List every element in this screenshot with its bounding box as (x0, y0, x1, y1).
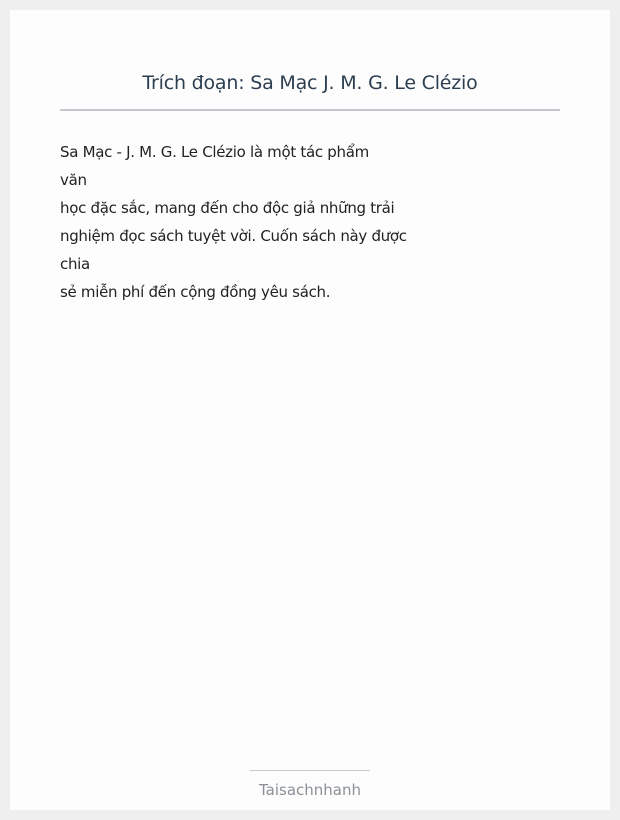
body-line: văn (60, 171, 87, 189)
body-line: sẻ miễn phí đến cộng đồng yêu sách. (60, 283, 331, 301)
excerpt-body (60, 138, 420, 306)
title-divider (60, 109, 560, 111)
footer-brand: Taisachnhanh (258, 781, 362, 799)
body-line: nghiệm đọc sách tuyệt vời. Cuốn sách này được (60, 227, 407, 245)
page-card (10, 10, 610, 810)
body-line: Sa Mạc - J. M. G. Le Clézio là một tác phẩm (60, 143, 369, 161)
footer-divider (250, 770, 370, 771)
page-title: Trích đoạn: Sa Mạc J. M. G. Le Clézio (142, 72, 478, 94)
body-line: học đặc sắc, mang đến cho độc giả những trải (60, 199, 395, 217)
body-line: chia (60, 255, 90, 273)
